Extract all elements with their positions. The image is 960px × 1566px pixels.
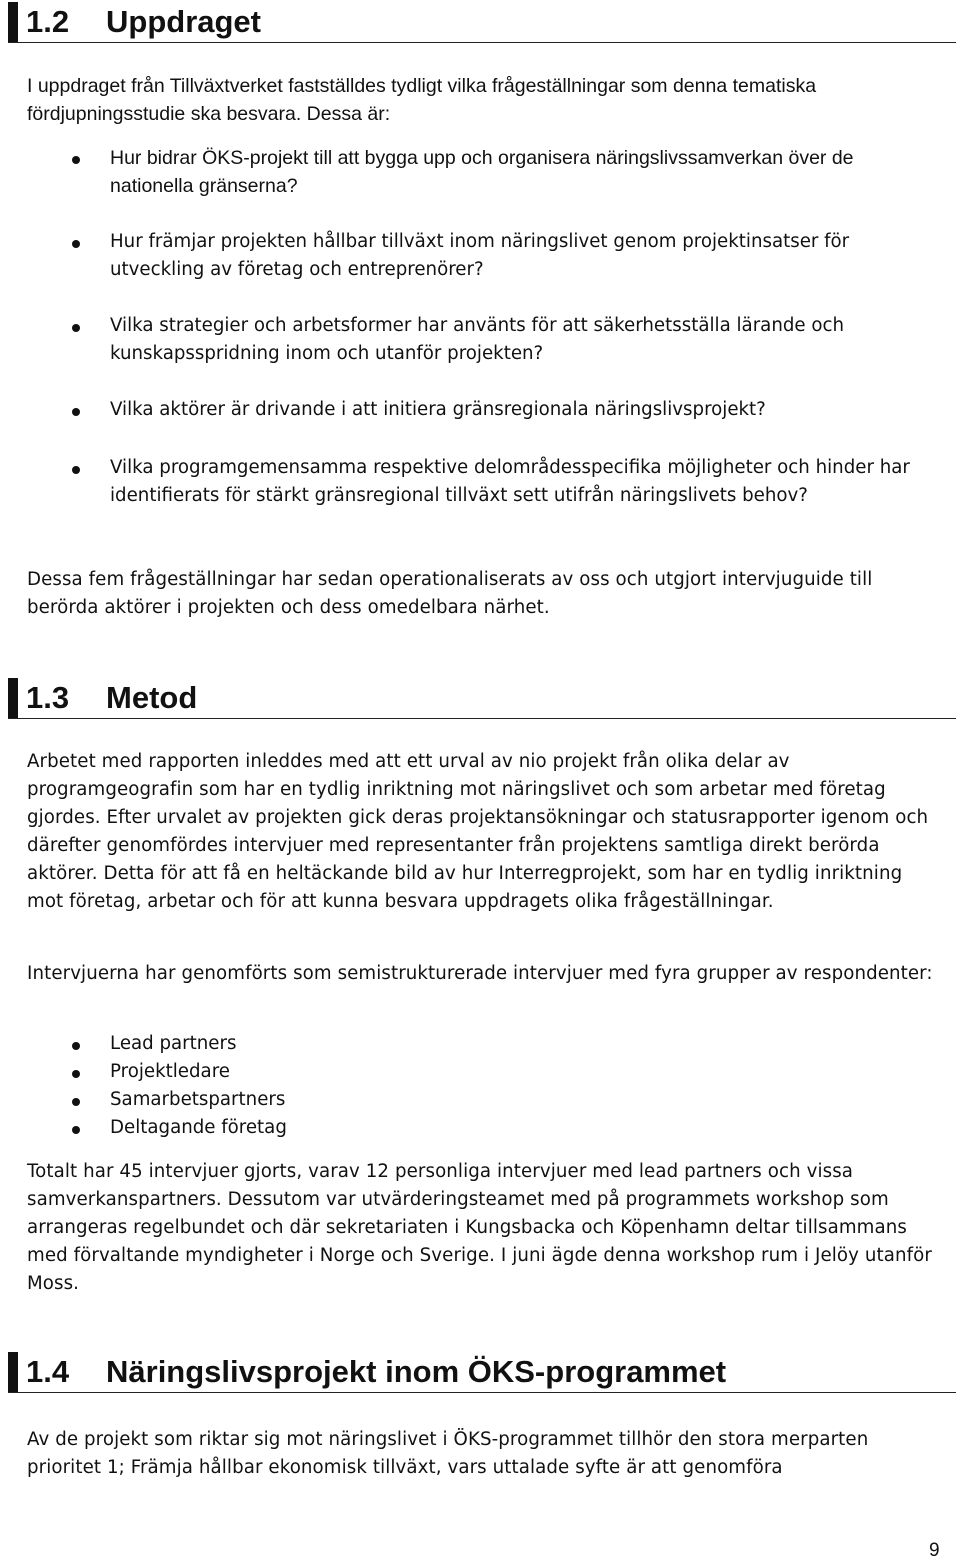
- question-text: Vilka strategier och arbetsformer har använts för att säkerhetsställa lärande och kunskapsspridning inom och utanför projekten?: [110, 315, 845, 364]
- bullet-icon: [72, 1042, 80, 1050]
- bullet-icon: [72, 156, 80, 164]
- uppdraget-intro: I uppdraget från Tillväxtverket fastställdes tydligt vilka frågeställningar som denna tematiska fördjupningsstudie ska besvara. Dessa är:: [27, 75, 817, 125]
- bullet-icon: [72, 466, 80, 474]
- section-number: 1.4: [26, 1354, 70, 1389]
- heading-bar: [8, 678, 18, 718]
- respondent-group-label: Samarbetspartners: [110, 1089, 286, 1110]
- question-text: Hur främjar projekten hållbar tillväxt inom näringslivet genom projektinsatser för utveckling av företag och entreprenörer?: [110, 231, 850, 280]
- section-title: Metod: [106, 680, 198, 715]
- metod-paragraph-3: Totalt har 45 intervjuer gjorts, varav 12 personliga intervjuer med lead partners och vissa samverkanspartners. Dessutom var utvärderingsteamet med på programmets workshop som arrangeras regelbundet och där sekretariaten i Kungsbacka och Köpenhamn deltar tillsammans med förvaltande myndigheter i Norge och Sverige. I juni ägde denna workshop rum i Jelöy utanför Moss.: [27, 1161, 932, 1294]
- section-title: Näringslivsprojekt inom ÖKS-programmet: [106, 1354, 727, 1389]
- respondent-group-label: Projektledare: [110, 1061, 230, 1082]
- question-text: Hur bidrar ÖKS-projekt till att bygga upp och organisera näringslivssamverkan över de nationella gränserna?: [110, 147, 854, 197]
- bullet-icon: [72, 1126, 80, 1134]
- uppdraget-closing: Dessa fem frågeställningar har sedan operationaliserats av oss och utgjort intervjuguide till berörda aktörer i projekten och dess omedelbara närhet.: [27, 569, 873, 618]
- question-text: Vilka aktörer är drivande i att initiera gränsregionala näringslivsprojekt?: [110, 399, 766, 420]
- respondent-group-label: Deltagande företag: [110, 1117, 287, 1138]
- section-heading-1-4: [8, 1352, 956, 1393]
- naringsliv-paragraph-1: Av de projekt som riktar sig mot näringslivet i ÖKS-programmet tillhör den stora merparten prioritet 1; Främja hållbar ekonomisk tillväxt, vars uttalade syfte är att genomföra: [27, 1429, 869, 1478]
- section-number: 1.2: [26, 4, 70, 39]
- bullet-icon: [72, 1070, 80, 1078]
- question-text: Vilka programgemensamma respektive delområdesspecifika möjligheter och hinder har identifierats för stärkt gränsregional tillväxt sett utifrån näringslivets behov?: [110, 457, 910, 506]
- bullet-icon: [72, 408, 80, 416]
- heading-bar: [8, 1352, 18, 1392]
- section-heading-1-3: [8, 678, 956, 719]
- page-number: 9: [929, 1540, 940, 1561]
- bullet-icon: [72, 324, 80, 332]
- heading-bar: [8, 2, 18, 42]
- section-heading-1-2: [8, 2, 956, 43]
- respondent-group-label: Lead partners: [110, 1033, 237, 1054]
- bullet-icon: [72, 240, 80, 248]
- section-number: 1.3: [26, 680, 70, 715]
- section-title: Uppdraget: [106, 4, 261, 39]
- bullet-icon: [72, 1098, 80, 1106]
- metod-paragraph-2: Intervjuerna har genomförts som semistrukturerade intervjuer med fyra grupper av respondenter:: [27, 963, 933, 984]
- metod-paragraph-1: Arbetet med rapporten inleddes med att ett urval av nio projekt från olika delar av programgeografin som har en tydlig inriktning mot näringslivet och som arbetar med företag gjordes. Efter urvalet av projekten gick deras projektansökningar och statusrapporter igenom och därefter genomfördes intervjuer med representanter från projektens samtliga direkt berörda aktörer. Detta för att få en heltäckande bild av hur Interregprojekt, som har en tydlig inriktning mot företag, arbetar och för att kunna besvara uppdragets olika frågeställningar.: [27, 751, 929, 912]
